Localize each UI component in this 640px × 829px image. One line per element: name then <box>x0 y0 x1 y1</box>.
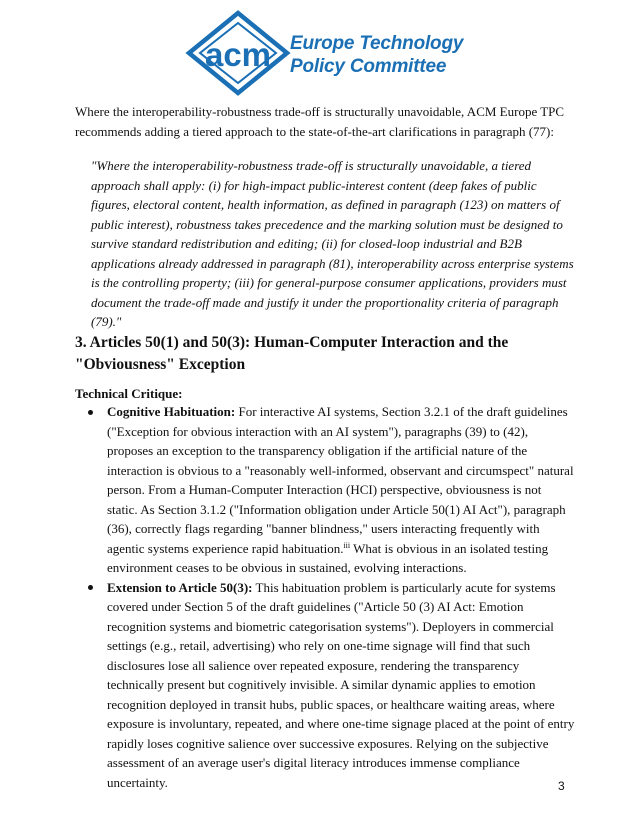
bullet-text-cont: What is obvious in an isolated testing environment ceases to be obvious in sustained, evolving interactions. <box>107 540 549 575</box>
logo-wordmark: acm <box>204 36 272 73</box>
intro-paragraph: Where the interoperability-robustness trade-off is structurally unavoidable, ACM Europe TPC recommends adding a tiered approach to the state-of-the-art clarifications in paragraph (77): <box>75 104 565 139</box>
org-name-line1: Europe Technology <box>290 33 464 54</box>
footnote-ref[interactable]: iii <box>343 540 351 550</box>
acm-europe-tpc-logo <box>183 10 463 96</box>
recommendation-quote: "Where the interoperability-robustness trade-off is structurally unavoidable, a tiered approach shall apply: (i) for high-impact public-interest content (deep fakes of public figures, electoral content, health information, as defined in paragraph (123) on matters of public interest), robustness takes precedence and the marking solution must be designed to survive standard redistribution and editing; (ii) for closed-loop industrial and B2B applications already addressed in paragraph (81), interoperability across enterprise systems is the controlling property; (iii) for general-purpose consumer applications, providers must document the trade-off made and justify it under the proportionality criteria of paragraph (79)." <box>91 158 574 329</box>
bullet-icon <box>88 410 93 415</box>
org-name <box>290 32 463 78</box>
bullet-text: For interactive AI systems, Section 3.2.1 of the draft guidelines ("Exception for obvious interaction with an AI system"), paragraphs (39) to (42), proposes an exception to the transparency obligation if the artificial nature of the interaction is obvious to a "reasonably well-informed, observant and circumspect" natural person. From a Human-Computer Interaction (HCI) perspective, obviousness is not static. As Section 3.1.2 ("Information obligation under Article 50(1) AI Act"), paragraph (36), correctly flags regarding "banner blindness," users interacting frequently with agentic systems experience rapid habituation. <box>107 404 574 556</box>
org-name-line2: Policy Committee <box>290 56 447 77</box>
acm-diamond-logo-icon <box>183 10 293 96</box>
bullet-lead: Cognitive Habituation: <box>107 404 236 419</box>
bullet-icon <box>88 585 93 590</box>
section-heading: 3. Articles 50(1) and 50(3): Human-Computer Interaction and the "Obviousness" Exception <box>75 334 509 373</box>
list-item <box>75 402 575 578</box>
page-number: 3 <box>558 779 565 793</box>
list-item <box>75 578 575 793</box>
bullet-lead: Extension to Article 50(3): <box>107 579 253 595</box>
critique-list <box>75 402 575 792</box>
subheading: Technical Critique: <box>75 386 183 401</box>
bullet-text: This habituation problem is particularly acute for systems covered under Section 5 of the draft guidelines ("Article 50 (3) AI Act: Emotion recognition systems and biometric categorisation systems"). Deployers in commercial settings (e.g., retail, advertising) who rely on one-time signage will find that such disclosures lose all salience over repeated exposure, rendering the transparency technically present but cognitively invisible. A similar dynamic applies to emotion recognition deployed in transit hubs, public spaces, or healthcare waiting areas, where exposure is involuntary, repeated, and where one-time signage placed at the point of entry rapidly loses cognitive salience over successive exposures. Relying on the subjective assessment of an average user's digital literacy introduces immense compliance uncertainty. <box>107 579 575 790</box>
